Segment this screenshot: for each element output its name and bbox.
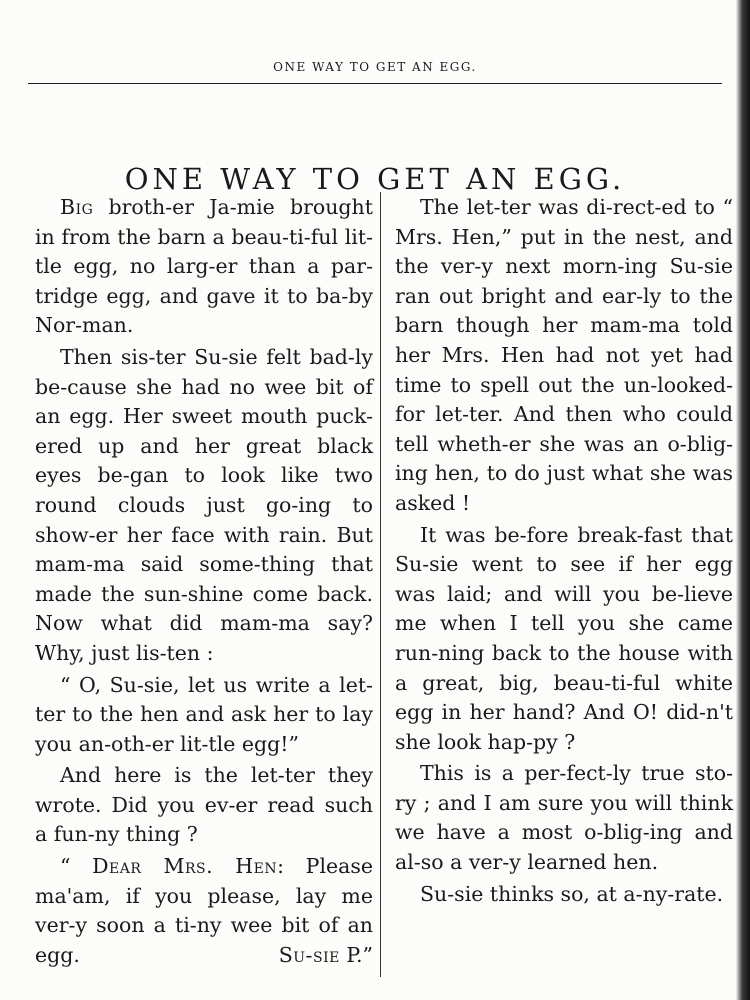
letter-signature-end: P.” xyxy=(339,942,373,967)
paragraph-1-text: broth-er Ja-mie brought in from the barn a beau-ti-ful lit-tle egg, no larg-er than a par-tridge egg, and gave it to ba-by Nor-man. xyxy=(35,195,373,338)
paragraph-3: “ O, Su-sie, let us write a let-ter to the hen and ask her to lay you an-oth-er lit-tle egg!” xyxy=(35,672,373,756)
letter-signature-name: Su-sie xyxy=(278,942,340,967)
paragraph-lead-word: Big xyxy=(60,195,94,219)
page-edge-shadow xyxy=(736,0,750,1000)
right-column xyxy=(395,193,733,911)
story-title: ONE WAY TO GET AN EGG. xyxy=(124,162,626,197)
paragraph-2: Then sis-ter Su-sie felt bad-ly be-cause she had no wee bit of an egg. Her sweet mouth puck-ered up and her great black eyes be-gan to look like two round clouds just go-ing to show-er her face with rain. But mam-ma said some-thing that made the sun-shine come back. Now what did mam-ma say? Why, just lis-ten : xyxy=(35,344,373,665)
left-column xyxy=(35,193,373,972)
letter-paragraph xyxy=(35,852,373,970)
header-rule xyxy=(28,83,722,84)
paragraph-6: It was be-fore break-fast that Su-sie went to see if her egg was laid; and will you be-lieve me when I tell you she came run-ning back to the house with a great, big, beau-ti-ful white egg in her hand? And O! did-n't she look hap-py ? xyxy=(395,522,733,754)
column-divider xyxy=(380,192,381,977)
letter-salutation: Dear Mrs. Hen xyxy=(92,854,278,879)
paragraph-1 xyxy=(35,193,373,341)
paragraph-8: Su-sie thinks so, at a-ny-rate. xyxy=(420,881,724,906)
letter-body: : Please ma'am, if you please, lay me ver-y soon a ti-ny wee bit of an egg. xyxy=(35,854,374,967)
paragraph-5: The let-ter was di-rect-ed to “ Mrs. Hen,” put in the nest, and the ver-y next morn-ing Su-sie ran out bright and ear-ly to the barn though her mam-ma told her Mrs. Hen had not yet had time to spell out the un-looked-for let-ter. And then who could tell wheth-er she was an o-blig-ing hen, to do just what she was asked ! xyxy=(395,195,733,515)
letter-signature xyxy=(254,941,373,971)
letter-open-quote: “ xyxy=(60,854,93,879)
running-head: ONE WAY TO GET AN EGG. xyxy=(273,60,477,74)
paragraph-7: This is a per-fect-ly true sto-ry ; and I am sure you will think we have a most o-blig-ing and al-so a ver-y learned hen. xyxy=(395,761,733,875)
paragraph-4: And here is the let-ter they wrote. Did you ev-er read such a fun-ny thing ? xyxy=(35,763,373,847)
